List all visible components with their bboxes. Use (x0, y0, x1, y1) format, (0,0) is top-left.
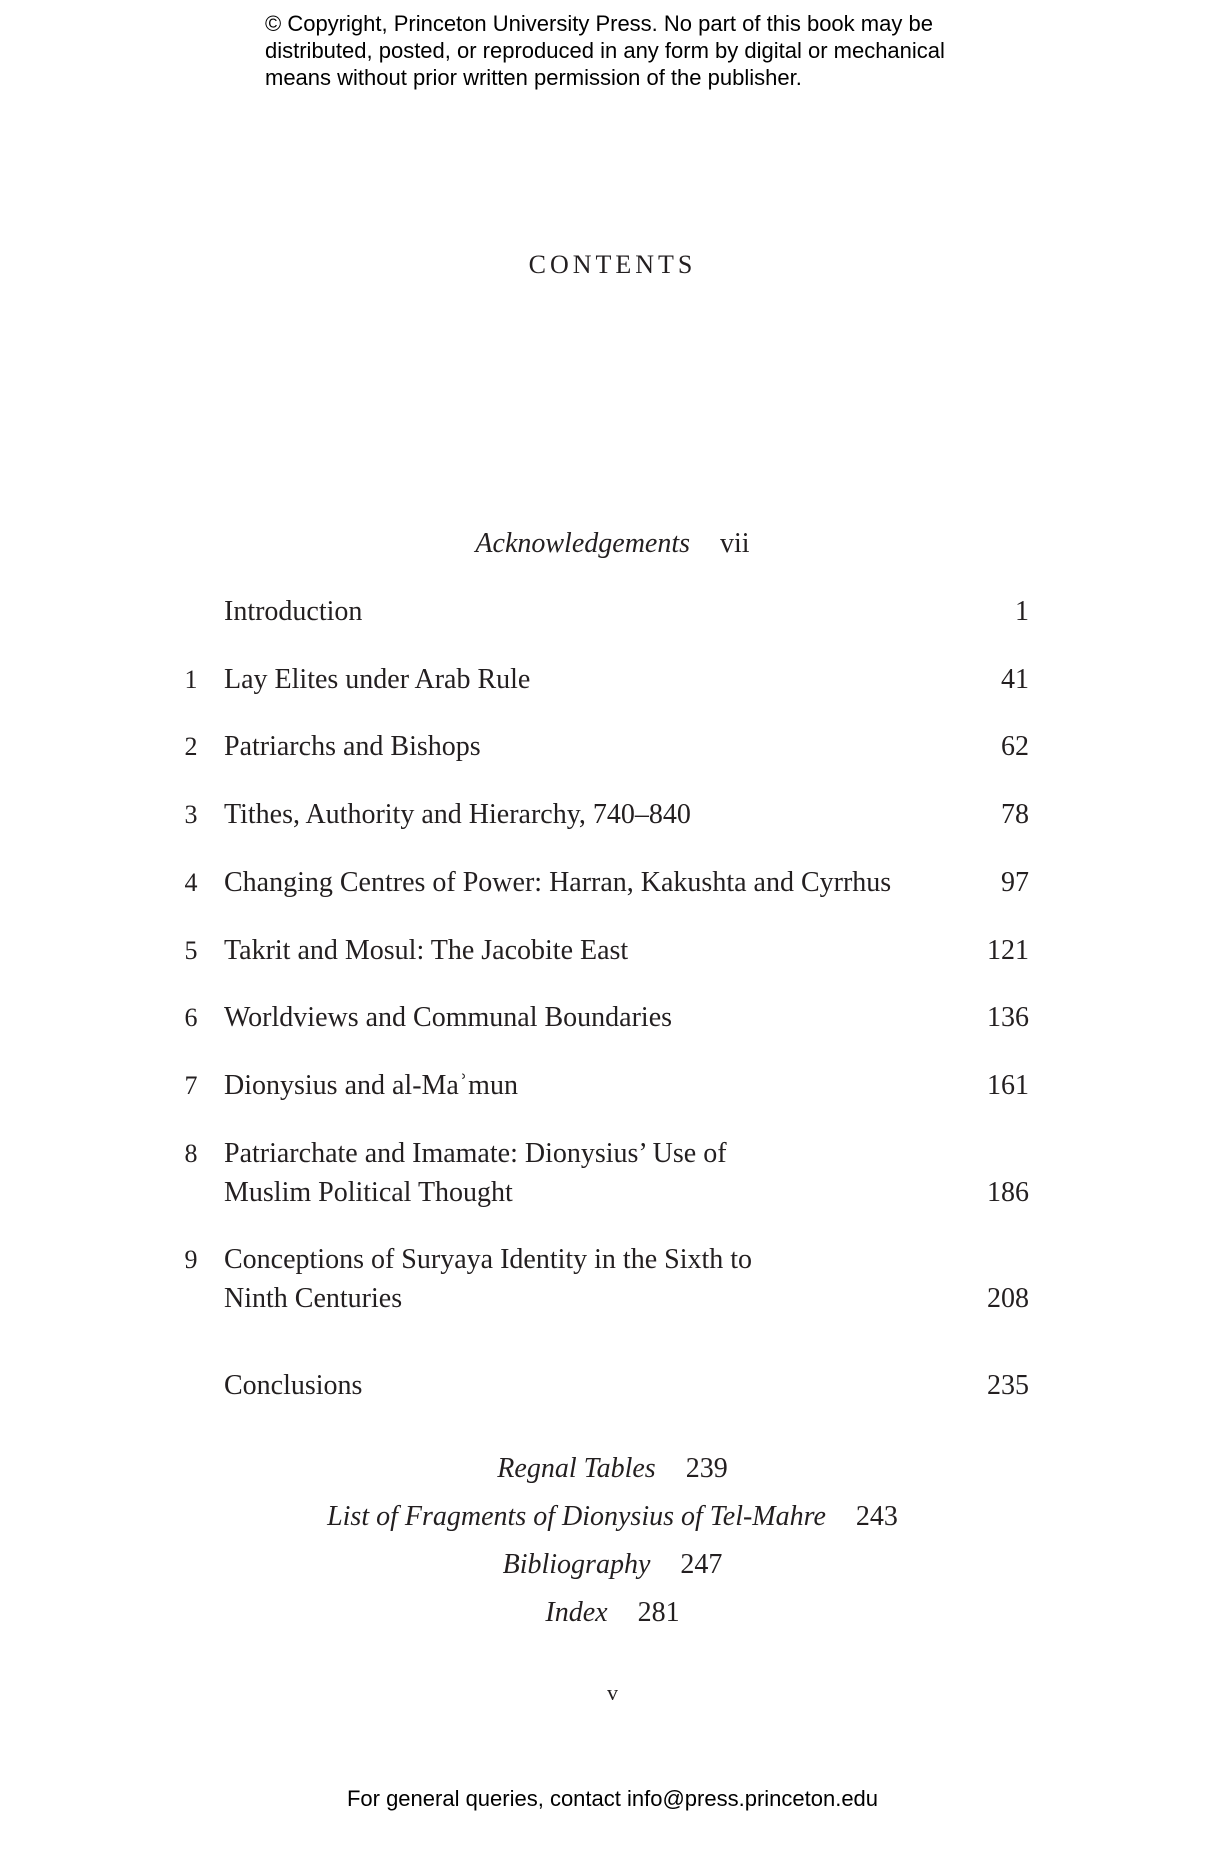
toc-front-matter-entry (0, 528, 1225, 560)
chapter-number: 8 (184, 1139, 198, 1168)
chapter-title: Conclusions (224, 1370, 363, 1401)
chapter-title: Dionysius and al-Maʾmun (224, 1070, 518, 1101)
toc-entry-page: 239 (685, 1453, 728, 1484)
chapter-title: Patriarchate and Imamate: Dionysius’ Use of (224, 1138, 727, 1169)
toc-entry-title: List of Fragments of Dionysius of Tel-Mahre (327, 1501, 826, 1532)
chapter-title: Conceptions of Suryaya Identity in the Sixth to (224, 1244, 753, 1275)
toc-back-matter-entry (0, 1549, 1225, 1581)
chapter-number: 5 (184, 936, 198, 965)
toc-back-matter-entry (0, 1501, 1225, 1533)
chapter-number: 3 (184, 800, 198, 829)
page-number: v (607, 1680, 618, 1705)
chapter-title: Changing Centres of Power: Harran, Kakushta and Cyrrhus (224, 867, 892, 898)
toc-entry-title: Index (545, 1597, 608, 1628)
chapter-page: 78 (1001, 799, 1029, 830)
copyright-line: distributed, posted, or reproduced in any form by digital or mechanical (265, 38, 945, 63)
chapter-title: Patriarchs and Bishops (224, 731, 481, 762)
chapter-page: 1 (1015, 596, 1029, 627)
chapter-number: 2 (184, 732, 198, 761)
footer-contact: For general queries, contact info@press.princeton.edu (346, 1786, 879, 1811)
chapter-title: Tithes, Authority and Hierarchy, 740–840 (224, 799, 691, 830)
chapter-page: 161 (987, 1070, 1029, 1101)
chapter-page: 62 (1001, 731, 1029, 762)
chapter-title: Introduction (224, 596, 363, 627)
toc-entry-title: Acknowledgements (475, 528, 691, 559)
toc-entry-page: 281 (637, 1597, 680, 1628)
toc-back-matter-entry (0, 1453, 1225, 1485)
toc-entry-page: 247 (680, 1549, 723, 1580)
copyright-line: © Copyright, Princeton University Press. No part of this book may be (265, 11, 933, 36)
toc-entry-title: Bibliography (502, 1549, 651, 1580)
chapter-title: Takrit and Mosul: The Jacobite East (224, 935, 629, 966)
toc-entry-page: vii (720, 528, 750, 559)
chapter-page: 97 (1001, 867, 1029, 898)
chapter-title: Worldviews and Communal Boundaries (224, 1002, 673, 1033)
toc-back-matter-entry (0, 1597, 1225, 1629)
chapter-page: 235 (987, 1370, 1029, 1401)
chapter-title-continued: Muslim Political Thought (224, 1177, 513, 1208)
chapter-title: Lay Elites under Arab Rule (224, 664, 531, 695)
page-title: CONTENTS (528, 250, 697, 279)
copyright-notice (265, 10, 1025, 91)
chapter-title-continued: Ninth Centuries (224, 1283, 403, 1314)
chapter-number: 6 (184, 1003, 198, 1032)
chapter-number: 1 (184, 665, 198, 694)
chapter-page: 208 (987, 1283, 1029, 1314)
chapter-number: 9 (184, 1245, 198, 1274)
toc-entry-page: 243 (855, 1501, 898, 1532)
chapter-page: 41 (1001, 664, 1029, 695)
chapter-page: 136 (987, 1002, 1029, 1033)
chapter-number: 7 (184, 1071, 198, 1100)
chapter-page: 121 (987, 935, 1029, 966)
chapter-page: 186 (987, 1177, 1029, 1208)
toc-entry-title: Regnal Tables (497, 1453, 656, 1484)
copyright-line: means without prior written permission of the publisher. (265, 65, 802, 90)
chapter-number: 4 (184, 868, 198, 897)
